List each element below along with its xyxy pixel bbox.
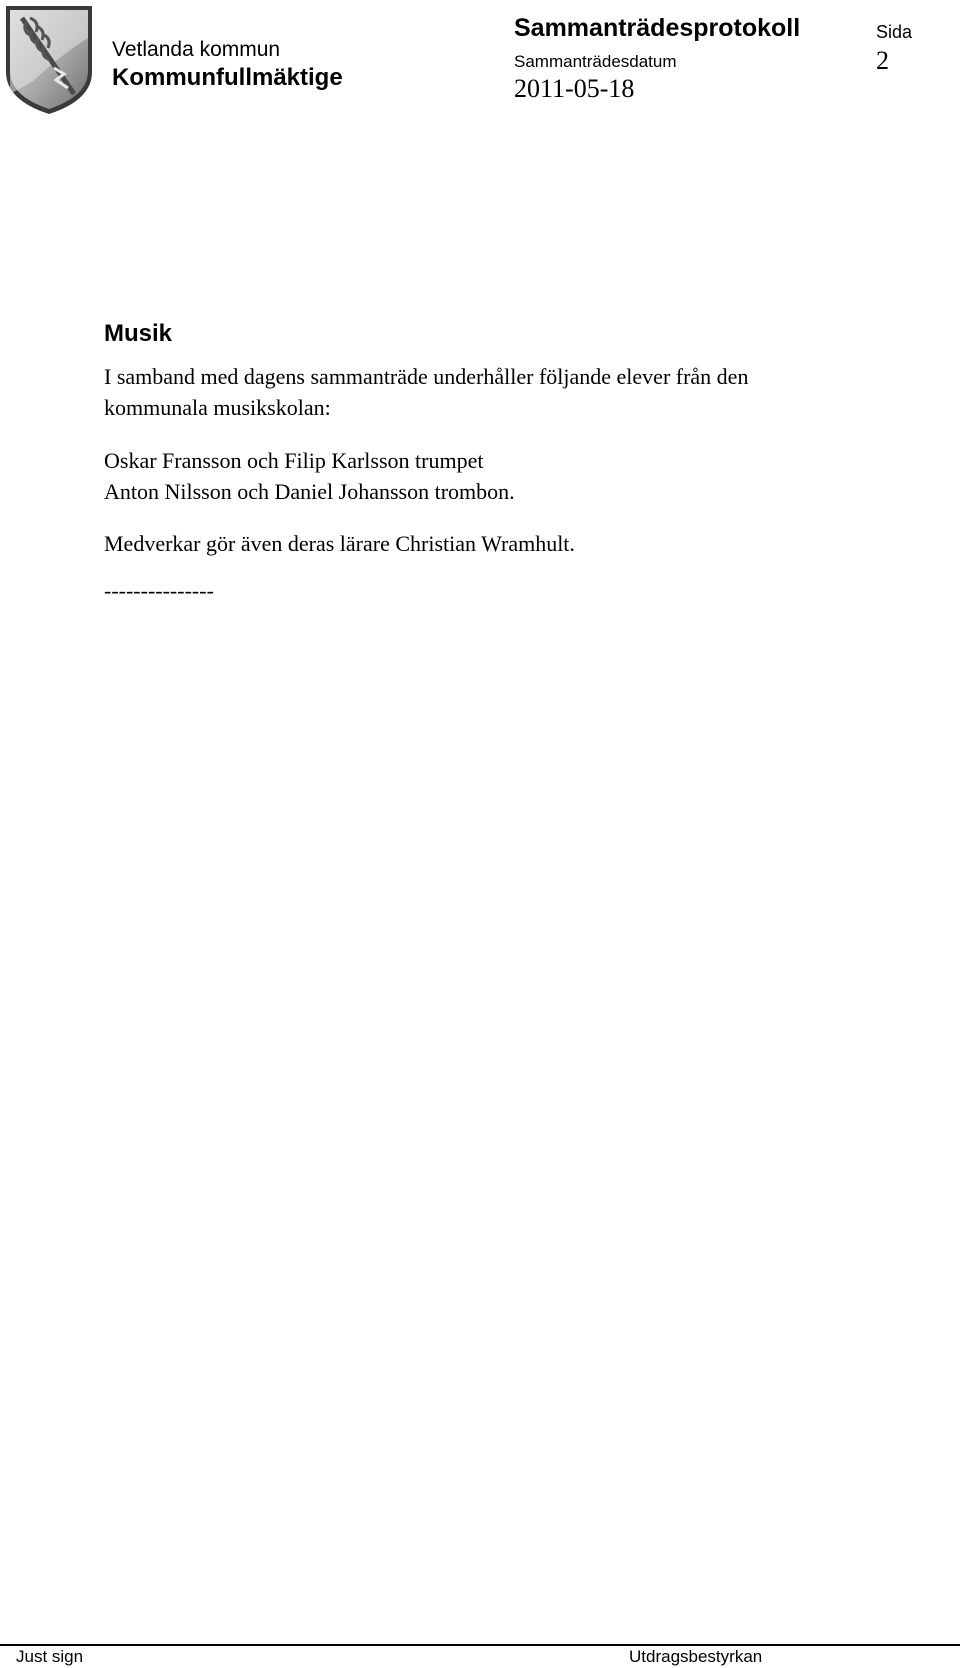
board-name: Kommunfullmäktige [112, 64, 343, 91]
section-heading: Musik [104, 320, 173, 347]
paragraph-line: I samband med dagens sammanträde underhåller följande elever från den [104, 364, 749, 389]
section-separator: --------------- [104, 578, 214, 603]
footer-divider [0, 1644, 960, 1646]
municipal-coat-of-arms-icon [2, 2, 96, 118]
paragraph [104, 361, 748, 423]
paragraph-line: Oskar Fransson och Filip Karlsson trumpet [104, 448, 484, 473]
paragraph-line: Medverkar gör även deras lärare Christian Wramhult. [104, 531, 575, 556]
paragraph-line: kommunala musikskolan: [104, 395, 331, 420]
municipality-name: Vetlanda kommun [112, 38, 281, 61]
meeting-date-value: 2011-05-18 [514, 74, 635, 103]
footer-certification-label: Utdragsbestyrkan [629, 1647, 763, 1666]
page-label: Sida [876, 22, 913, 42]
page-number: 2 [876, 46, 889, 75]
paragraph-line: Anton Nilsson och Daniel Johansson trombon. [104, 479, 515, 504]
paragraph [104, 528, 575, 559]
meeting-date-label: Sammanträdesdatum [514, 52, 677, 71]
document-title: Sammanträdesprotokoll [514, 14, 801, 42]
footer-signature-label: Just sign [16, 1647, 84, 1666]
paragraph [104, 445, 515, 507]
